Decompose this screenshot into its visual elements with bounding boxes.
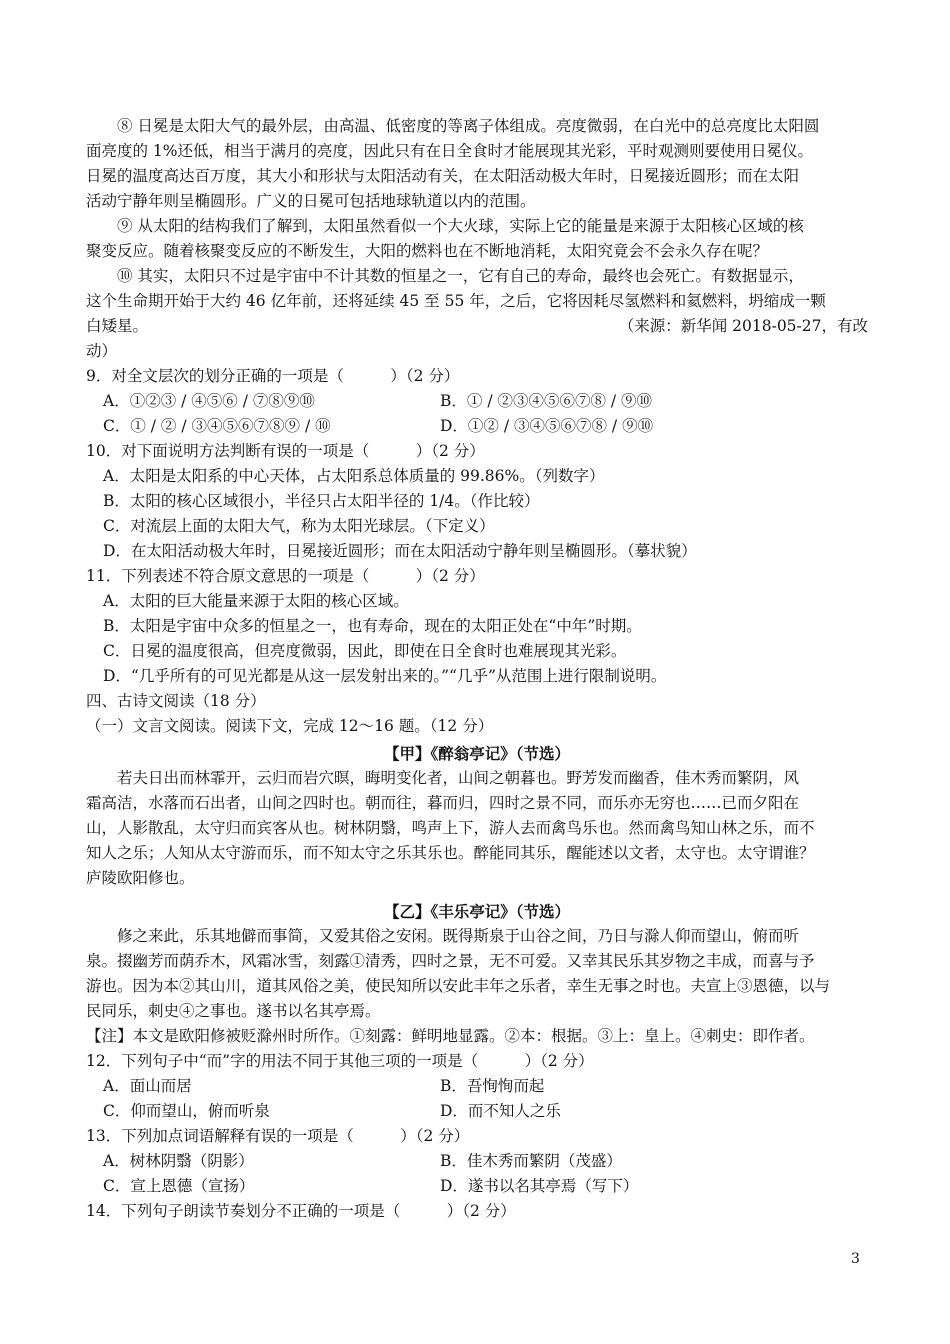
passage-jia-line: 若夫日出而林霏开，云归而岩穴暝，晦明变化者，山间之朝暮也。野芳发而幽香，佳木秀而繁阴，风	[117, 769, 800, 787]
paragraph-10-end: 白矮星。	[86, 317, 149, 335]
question-10-stem: 10．对下面说明方法判断有误的一项是（ ）（2 分）	[86, 442, 485, 460]
passage-yi-line: 修之来此，乐其地僻而事简，又爱其俗之安闲。既得斯泉于山谷之间，乃日与滁人仰而望山，俯而听	[117, 927, 800, 945]
question-11-option: A．太阳的巨大能量来源于太阳的核心区域。	[103, 592, 409, 610]
question-9-option-d: D．①② / ③④⑤⑥⑦⑧ / ⑨⑩	[440, 417, 654, 435]
question-12-option-d: D．而不知人之乐	[440, 1102, 561, 1120]
question-11-option: D．“几乎所有的可见光都是从这一层发射出来的。”“几乎”从范围上进行限制说明。	[103, 667, 667, 685]
page-number: 3	[851, 1251, 860, 1267]
subsection-1-heading: （一）文言文阅读。阅读下文，完成 12～16 题。（12 分）	[86, 717, 494, 735]
paragraph-8-line: ⑧ 日冕是太阳大气的最外层，由高温、低密度的等离子体组成。亮度微弱，在白光中的总亮度比太阳圆	[117, 117, 820, 135]
question-12-option-b: B．吾恂恂而起	[440, 1077, 545, 1095]
question-12-options-row	[86, 1099, 868, 1124]
question-12-option-c: C．仰而望山，俯而听泉	[103, 1102, 270, 1120]
passage-jia-title: 【甲】《醉翁亭记》（节选）	[383, 744, 570, 763]
paragraph-10-line: 这个生命期开始于大约 46 亿年前，还将延续 45 至 55 年，之后，它将因耗尽氢燃料和氦燃料，坍缩成一颗	[86, 292, 826, 310]
question-11-option: C．日冕的温度很高，但亮度微弱，因此，即使在日全食时也难展现其光彩。	[103, 642, 627, 660]
question-11-option: B．太阳是宇宙中众多的恒星之一，也有寿命，现在的太阳正处在“中年”时期。	[103, 617, 642, 635]
question-9-options-row	[86, 389, 868, 414]
passage-jia-line: 山，人影散乱，太守归而宾客从也。树林阴翳，鸣声上下，游人去而禽鸟乐也。然而禽鸟知山林之乐，而不	[86, 819, 815, 837]
question-10-option: D．在太阳活动极大年时，日冕接近圆形；而在太阳活动宁静年则呈椭圆形。（摹状貌）	[103, 542, 697, 560]
paragraph-9-line: 聚变反应。随着核聚变反应的不断发生，大阳的燃料也在不断地消耗，太阳究竟会不会永久存在呢？	[86, 242, 769, 260]
question-12-stem: 12．下列句子中“而”字的用法不同于其他三项的一项是（ ）（2 分）	[86, 1052, 594, 1070]
question-13-options-row	[86, 1174, 868, 1199]
question-13-option-d: D．遂书以名其亭焉（写下）	[440, 1177, 639, 1195]
question-9-options-row	[86, 414, 868, 439]
question-14-stem: 14．下列句子朗读节奏划分不正确的一项是（ ）（2 分）	[86, 1202, 516, 1220]
question-9-stem: 9．对全文层次的划分正确的一项是（ ）（2 分）	[86, 367, 460, 385]
exam-page	[86, 114, 868, 1224]
passage-yi-title: 【乙】《丰乐亭记》（节选）	[383, 902, 570, 921]
question-10-option: B．太阳的核心区域很小，半径只占太阳半径的 1/4。（作比较）	[103, 492, 540, 510]
question-9-option-b: B．① / ②③④⑤⑥⑦⑧ / ⑨⑩	[440, 392, 653, 410]
question-13-option-c: C．宣上恩德（宣扬）	[103, 1177, 255, 1195]
passage-jia-line: 庐陵欧阳修也。	[86, 869, 195, 887]
question-9-option-a: A．①②③ / ④⑤⑥ / ⑦⑧⑨⑩	[103, 392, 315, 410]
paragraph-8-line: 面亮度的 1%还低，相当于满月的亮度，因此只有在日全食时才能展现其光彩，平时观测则要使用日冕仪。	[86, 142, 814, 160]
section-4-heading: 四、古诗文阅读（18 分）	[86, 692, 266, 710]
passage-note: 【注】本文是欧阳修被贬滁州时所作。①刻露：鲜明地显露。②本：根据。③上：皇上。④刺史：即作者。	[86, 1027, 815, 1045]
question-12-options-row	[86, 1074, 868, 1099]
paragraph-8-line: 活动宁静年则呈椭圆形。广义的日冕可包括地球轨道以内的范围。	[86, 192, 536, 210]
question-11-stem: 11．下列表述不符合原文意思的一项是（ ）（2 分）	[86, 567, 485, 585]
paragraph-10-line: ⑩ 其实，太阳只不过是宇宙中不计其数的恒星之一，它有自己的寿命，最终也会死亡。有数据显示，	[117, 267, 804, 285]
source-citation: （来源：新华闻 2018-05-27，有改	[618, 317, 868, 335]
passage-jia-line: 霜高洁，水落而石出者，山间之四时也。朝而往，暮而归，四时之景不同，而乐亦无穷也……已而夕阳在	[86, 794, 800, 812]
paragraph-9-line: ⑨ 从太阳的结构我们了解到，太阳虽然看似一个大火球，实际上它的能量是来源于太阳核心区域的核	[117, 217, 804, 235]
passage-yi-line: 泉。掇幽芳而荫乔木，风霜冰雪，刻露①清秀，四时之景，无不可爱。又幸其民乐其岁物之丰成，而喜与予	[86, 952, 815, 970]
paragraph-8-line: 日冕的温度高达百万度，其大小和形状与太阳活动有关，在太阳活动极大年时，日冕接近圆形；而在太阳	[86, 167, 800, 185]
question-13-stem: 13．下列加点词语解释有误的一项是（ ）（2 分）	[86, 1127, 470, 1145]
passage-yi-line: 游也。因为本②其山川，道其风俗之美，使民知所以安此丰年之乐者，幸生无事之时也。夫宣上③恩德，以与	[86, 977, 831, 995]
question-13-options-row	[86, 1149, 868, 1174]
question-9-option-c: C．① / ② / ③④⑤⑥⑦⑧⑨ / ⑩	[103, 417, 331, 435]
passage-jia-line: 知人之乐；人知从太守游而乐，而不知太守之乐其乐也。醉能同其乐，醒能述以文者，太守也。太守谓谁？	[86, 844, 815, 862]
paragraph-10-last-line	[86, 314, 868, 339]
question-12-option-a: A．面山而居	[103, 1077, 192, 1095]
source-citation-end: 动）	[86, 342, 118, 360]
question-13-option-b: B．佳木秀而繁阴（茂盛）	[440, 1152, 622, 1170]
question-13-option-a: A．树林阴翳（阴影）	[103, 1152, 254, 1170]
question-10-option: C．对流层上面的太阳大气，称为太阳光球层。（下定义）	[103, 517, 495, 535]
passage-yi-line: 民同乐，刺史④之事也。遂书以名其亭焉。	[86, 1002, 381, 1020]
question-10-option: A．太阳是太阳系的中心天体，占太阳系总体质量的 99.86%。（列数字）	[103, 467, 605, 485]
